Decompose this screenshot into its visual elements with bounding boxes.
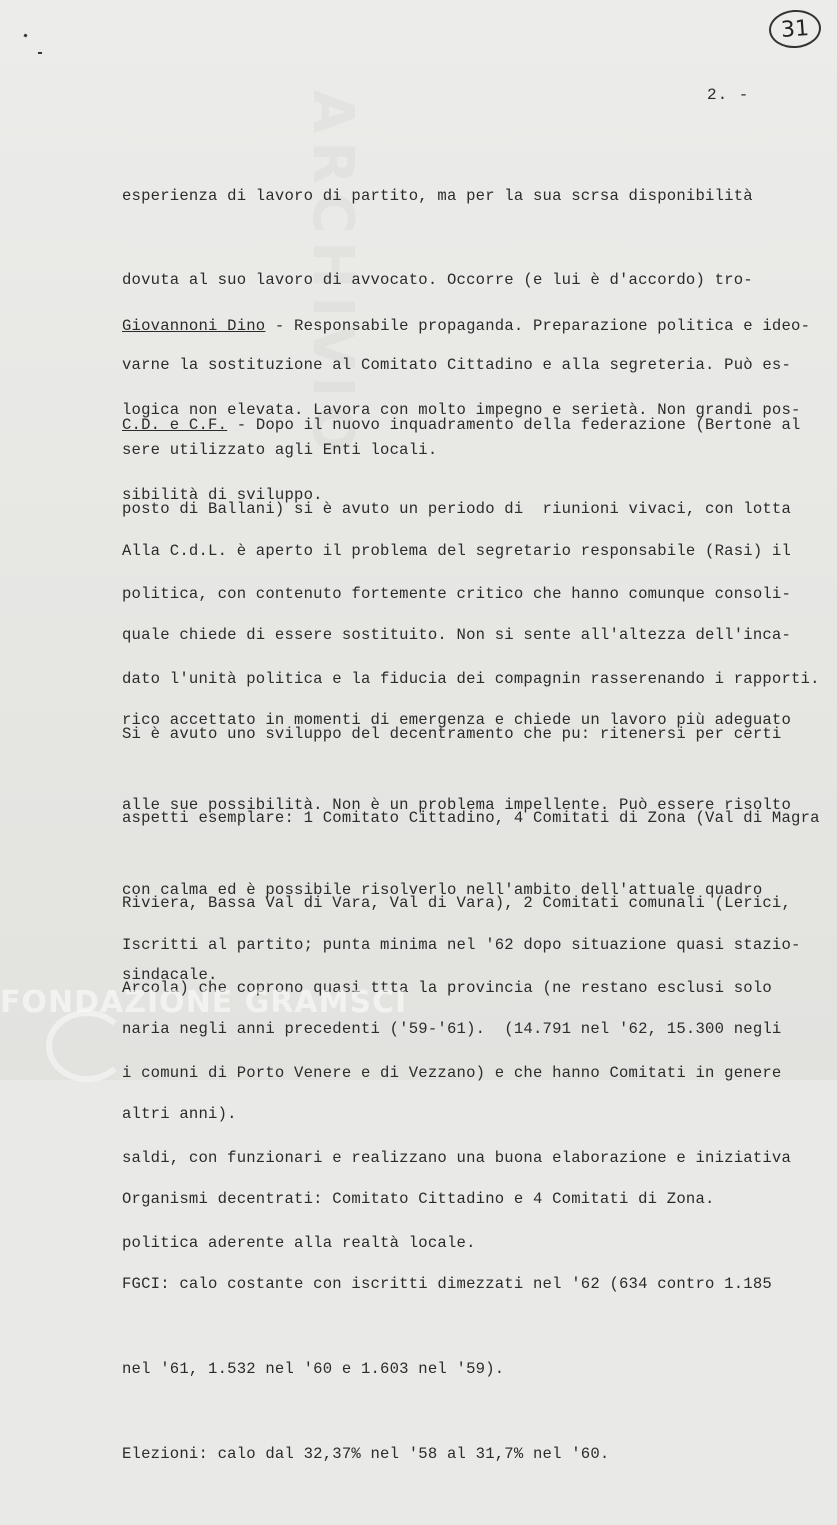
text-line: posto di Ballani) si è avuto un periodo di riunioni vivaci, con lotta: [122, 500, 792, 519]
text-line: Si è avuto uno sviluppo del decentramento che pu: ritenersi per certi: [122, 724, 782, 743]
scan-speck: [38, 52, 42, 54]
text-line: aspetti esemplare: 1 Comitato Cittadino, 4 Comitati di Zona (Val di Magra: [122, 809, 820, 828]
text-line: Elezioni: calo dal 32,37% nel '58 al 31,7% nel '60.: [122, 1444, 610, 1463]
text-line: Organismi decentrati: Comitato Cittadino e 4 Comitati di Zona.: [122, 1190, 715, 1209]
text-line: nel '61, 1.532 nel '60 e 1.603 nel '59).: [122, 1360, 505, 1379]
text-line: Arcola) che coprono quasi ttta la provincia (ne restano esclusi solo: [122, 979, 772, 998]
folio-number: 31: [768, 8, 823, 50]
section-heading: C.D. e C.F.: [122, 415, 228, 434]
text-line: dovuta al suo lavoro di avvocato. Occorre (e lui è d'accordo) tro-: [122, 271, 753, 290]
text-fragment: - Dopo il nuovo inquadramento della federazione (Bertone al: [227, 415, 801, 434]
scan-speck: [23, 33, 27, 37]
text-line: quale chiede di essere sostituito. Non si sente all'altezza dell'inca-: [122, 626, 792, 645]
text-line: i comuni di Porto Venere e di Vezzano) e che hanno Comitati in genere: [122, 1064, 782, 1083]
text-line: sindacale.: [122, 966, 218, 985]
text-line: altri anni).: [122, 1105, 237, 1124]
paragraph: [122, 874, 822, 1525]
text-line: sibilità di sviluppo.: [122, 486, 323, 505]
text-line: [122, 411, 822, 439]
text-line: politica aderente alla realtà locale.: [122, 1233, 476, 1252]
watermark-stamp: ARCHIVIO: [300, 90, 365, 462]
text-line: varne la sostituzione al Comitato Cittadino e alla segreteria. Può es-: [122, 356, 792, 375]
text-line: logica non elevata. Lavora con molto impegno e serietà. Non grandi pos-: [122, 401, 801, 420]
text-line: Alla C.d.L. è aperto il problema del segretario responsabile (Rasi) il: [122, 541, 792, 560]
text-line: sere utilizzato agli Enti locali.: [122, 441, 438, 460]
text-line: naria negli anni precedenti ('59-'61). (14.791 nel '62, 15.300 negli: [122, 1020, 782, 1039]
watermark-logo-mark: [46, 1010, 128, 1082]
text-line: FGCI: calo costante con iscritti dimezzati nel '62 (634 contro 1.185: [122, 1275, 772, 1294]
text-line: saldi, con funzionari e realizzano una buona elaborazione e iniziativa: [122, 1149, 792, 1168]
page-number: 2. -: [707, 86, 750, 104]
text-line: Iscritti al partito; punta minima nel '62 dopo situazione quasi stazio-: [122, 935, 801, 954]
text-line: rico accettato in momenti di emergenza e chiede un lavoro più adeguato: [122, 711, 792, 730]
text-line: Riviera, Bassa Val di Vara, Val di Vara), 2 Comitati comunali (Lerici,: [122, 894, 792, 913]
watermark-logo: FONDAZIONE GRAMSCI: [0, 985, 408, 1020]
text-line: esperienza di lavoro di partito, ma per la sua scrsa disponibilità: [122, 186, 753, 205]
text-line: politica, con contenuto fortemente critico che hanno comunque consoli-: [122, 585, 792, 604]
text-line: con calma ed è possibile risolverlo nell'ambito dell'attuale quadro: [122, 881, 763, 900]
text-fragment: - Responsabile propaganda. Preparazione politica e ideo-: [265, 316, 811, 335]
text-line: alle sue possibilità. Non è un problema impellente. Può essere risolto: [122, 796, 792, 815]
person-heading: Giovannoni Dino: [122, 316, 266, 335]
text-line: [122, 312, 822, 340]
text-line: dato l'unità politica e la fiducia dei compagnin rasserenando i rapporti.: [122, 670, 820, 689]
